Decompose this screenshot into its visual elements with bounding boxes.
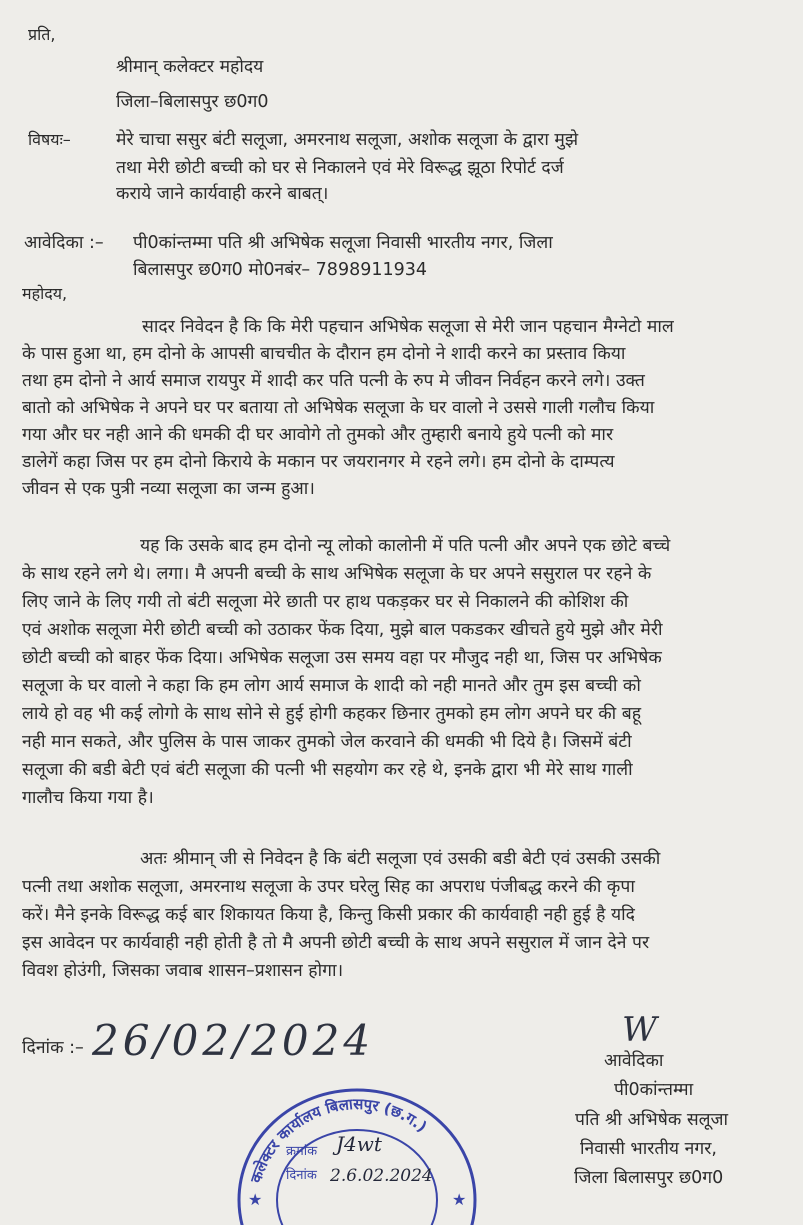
signature-role: आवेदिका <box>604 1051 664 1071</box>
stamp-ring-textpath: कलेक्टर कार्यालय बिलासपुर (छ.ग.) <box>246 1095 431 1185</box>
paragraph-line: विवश होउंगी, जिसका जवाब शासन–प्रशासन होगा। <box>22 961 344 981</box>
paragraph-line: जीवन से एक पुत्री नव्या सलूजा का जन्म हुआ। <box>22 479 315 499</box>
paragraph-line: लिए जाने के लिए गयी तो बंटी सलूजा मेरे छाती पर हाथ पकड़कर घर से निकालने की कोशिश की <box>22 592 629 612</box>
subject-label: विषयः– <box>28 130 71 149</box>
date-handwritten: 26/02/2024 <box>92 1016 375 1065</box>
signature-mark: W <box>622 1010 657 1050</box>
stamp-dinank-value: 2.6.02.2024 <box>330 1166 433 1186</box>
signature-name: पी0कांन्तम्मा <box>614 1080 694 1100</box>
paragraph-line: सादर निवेदन है कि कि मेरी पहचान अभिषेक सलूजा से मेरी जान पहचान मैग्नेटो माल <box>142 317 674 337</box>
signature-district: जिला बिलासपुर छ0ग0 <box>574 1168 724 1188</box>
applicant-label: आवेदिका :– <box>24 233 104 253</box>
paragraph-line: सलूजा के घर वालो ने कहा कि हम लोग आर्य समाज के शादी को नही मानते और तुम इस बच्ची को <box>22 676 641 696</box>
stamp-kramank-label: क्रमांक <box>286 1144 318 1159</box>
paragraph-line: के पास हुआ था, हम दोनो के आपसी बाचचीत के दौरान हम दोनो ने शादी करने का प्रस्ताव किया <box>22 344 626 364</box>
stamp-star-right: ★ <box>452 1190 467 1209</box>
paragraph-line: अतः श्रीमान् जी से निवेदन है कि बंटी सलूजा एवं उसकी बडी बेटी एवं उसकी उसकी <box>140 849 661 869</box>
paragraph-line: इस आवेदन पर कार्यवाही नही होती है तो मै अपनी छोटी बच्ची के साथ अपने ससुराल में जान देने पर <box>22 933 650 953</box>
paragraph-line: बातो को अभिषेक ने अपने घर पर बताया तो अभिषेक सलूजा के घर वालो ने उससे गाली गलौच किया <box>22 398 655 418</box>
subject-line: कराये जाने कार्यवाही करने बाबत्। <box>116 184 329 204</box>
applicant-line: बिलासपुर छ0ग0 मो0नबंर– 7898911934 <box>133 260 428 280</box>
subject-line: मेरे चाचा ससुर बंटी सलूजा, अमरनाथ सलूजा, अशोक सलूजा के द्वारा मुझे <box>116 130 579 150</box>
stamp-dinank-label: दिनांक <box>286 1168 317 1183</box>
paragraph-line: लाये हो वह भी कई लोगो के साथ सोने से हुई होगी कहकर छिनार तुमको हम लोग अपने घर की बहू <box>22 704 642 724</box>
paragraph-line: सलूजा की बडी बेटी एवं बंटी सलूजा की पत्नी भी सहयोग कर रहे थे, इनके द्वारा भी मेरे साथ गाली <box>22 760 633 780</box>
paragraph-line: डालेगें कहा जिस पर हम दोनो किराये के मकान पर जयरानगर मे रहने लगे। हम दोनो के दाम्पत्य <box>22 452 615 472</box>
addressee-title: श्रीमान् कलेक्टर महोदय <box>116 57 264 77</box>
paragraph-line: छोटी बच्ची को बाहर फेंक दिया। अभिषेक सलूजा उस समय वहा पर मौजुद नही था, जिस पर अभिषेक <box>22 648 662 668</box>
paragraph-line: पत्नी तथा अशोक सलूजा, अमरनाथ सलूजा के उपर घरेलु सिह का अपराध पंजीबद्ध करने की कृपा <box>22 877 635 897</box>
paragraph-line: नही मान सकते, और पुलिस के पास जाकर तुमको जेल करवाने की धमकी भी दिये है। जिसमें बंटी <box>22 732 632 752</box>
paragraph-line: के साथ रहने लगे थे। लगा। मै अपनी बच्ची के साथ अभिषेक सलूजा के घर अपने ससुराल पर रहने के <box>22 564 652 584</box>
paragraph-line: गया और घर नही आने की धमकी दी घर आवोगे तो तुमको और तुम्हारी बनाये हुये पत्नी को मार <box>22 425 614 445</box>
paragraph-line: तथा हम दोनो ने आर्य समाज रायपुर में शादी कर पति पत्नी के रुप मे जीवन निर्वहन करने लगे। उक्त <box>22 371 645 391</box>
salutation: महोदय, <box>22 284 68 303</box>
date-label: दिनांक :– <box>22 1038 84 1058</box>
applicant-line: पी0कांन्तम्मा पति श्री अभिषेक सलूजा निवासी भारतीय नगर, जिला <box>133 233 553 253</box>
subject-line: तथा मेरी छोटी बच्ची को घर से निकालने एवं मेरे विरूद्ध झूठा रिपोर्ट दर्ज <box>116 158 564 178</box>
paragraph-line: यह कि उसके बाद हम दोनो न्यू लोको कालोनी में पति पत्नी और अपने एक छोटे बच्चे <box>140 536 671 556</box>
signature-residence: निवासी भारतीय नगर, <box>580 1139 717 1159</box>
paragraph-line: एवं अशोक सलूजा मेरी छोटी बच्ची को उठाकर फेंक दिया, मुझे बाल पकडकर खीचते हुये मुझे और मेरी <box>22 620 663 640</box>
paragraph-line: करें। मैने इनके विरूद्ध कई बार शिकायत किया है, किन्तु किसी प्रकार की कार्यवाही नही हुई है यदि <box>22 905 635 925</box>
signature-husband: पति श्री अभिषेक सलूजा <box>575 1110 729 1130</box>
stamp-star-left: ★ <box>248 1190 263 1209</box>
stamp-kramank-value: J4wt <box>336 1132 382 1156</box>
paragraph-line: गालौच किया गया है। <box>22 788 154 808</box>
prati-label: प्रति, <box>28 25 56 44</box>
addressee-district: जिला–बिलासपुर छ0ग0 <box>116 92 269 112</box>
